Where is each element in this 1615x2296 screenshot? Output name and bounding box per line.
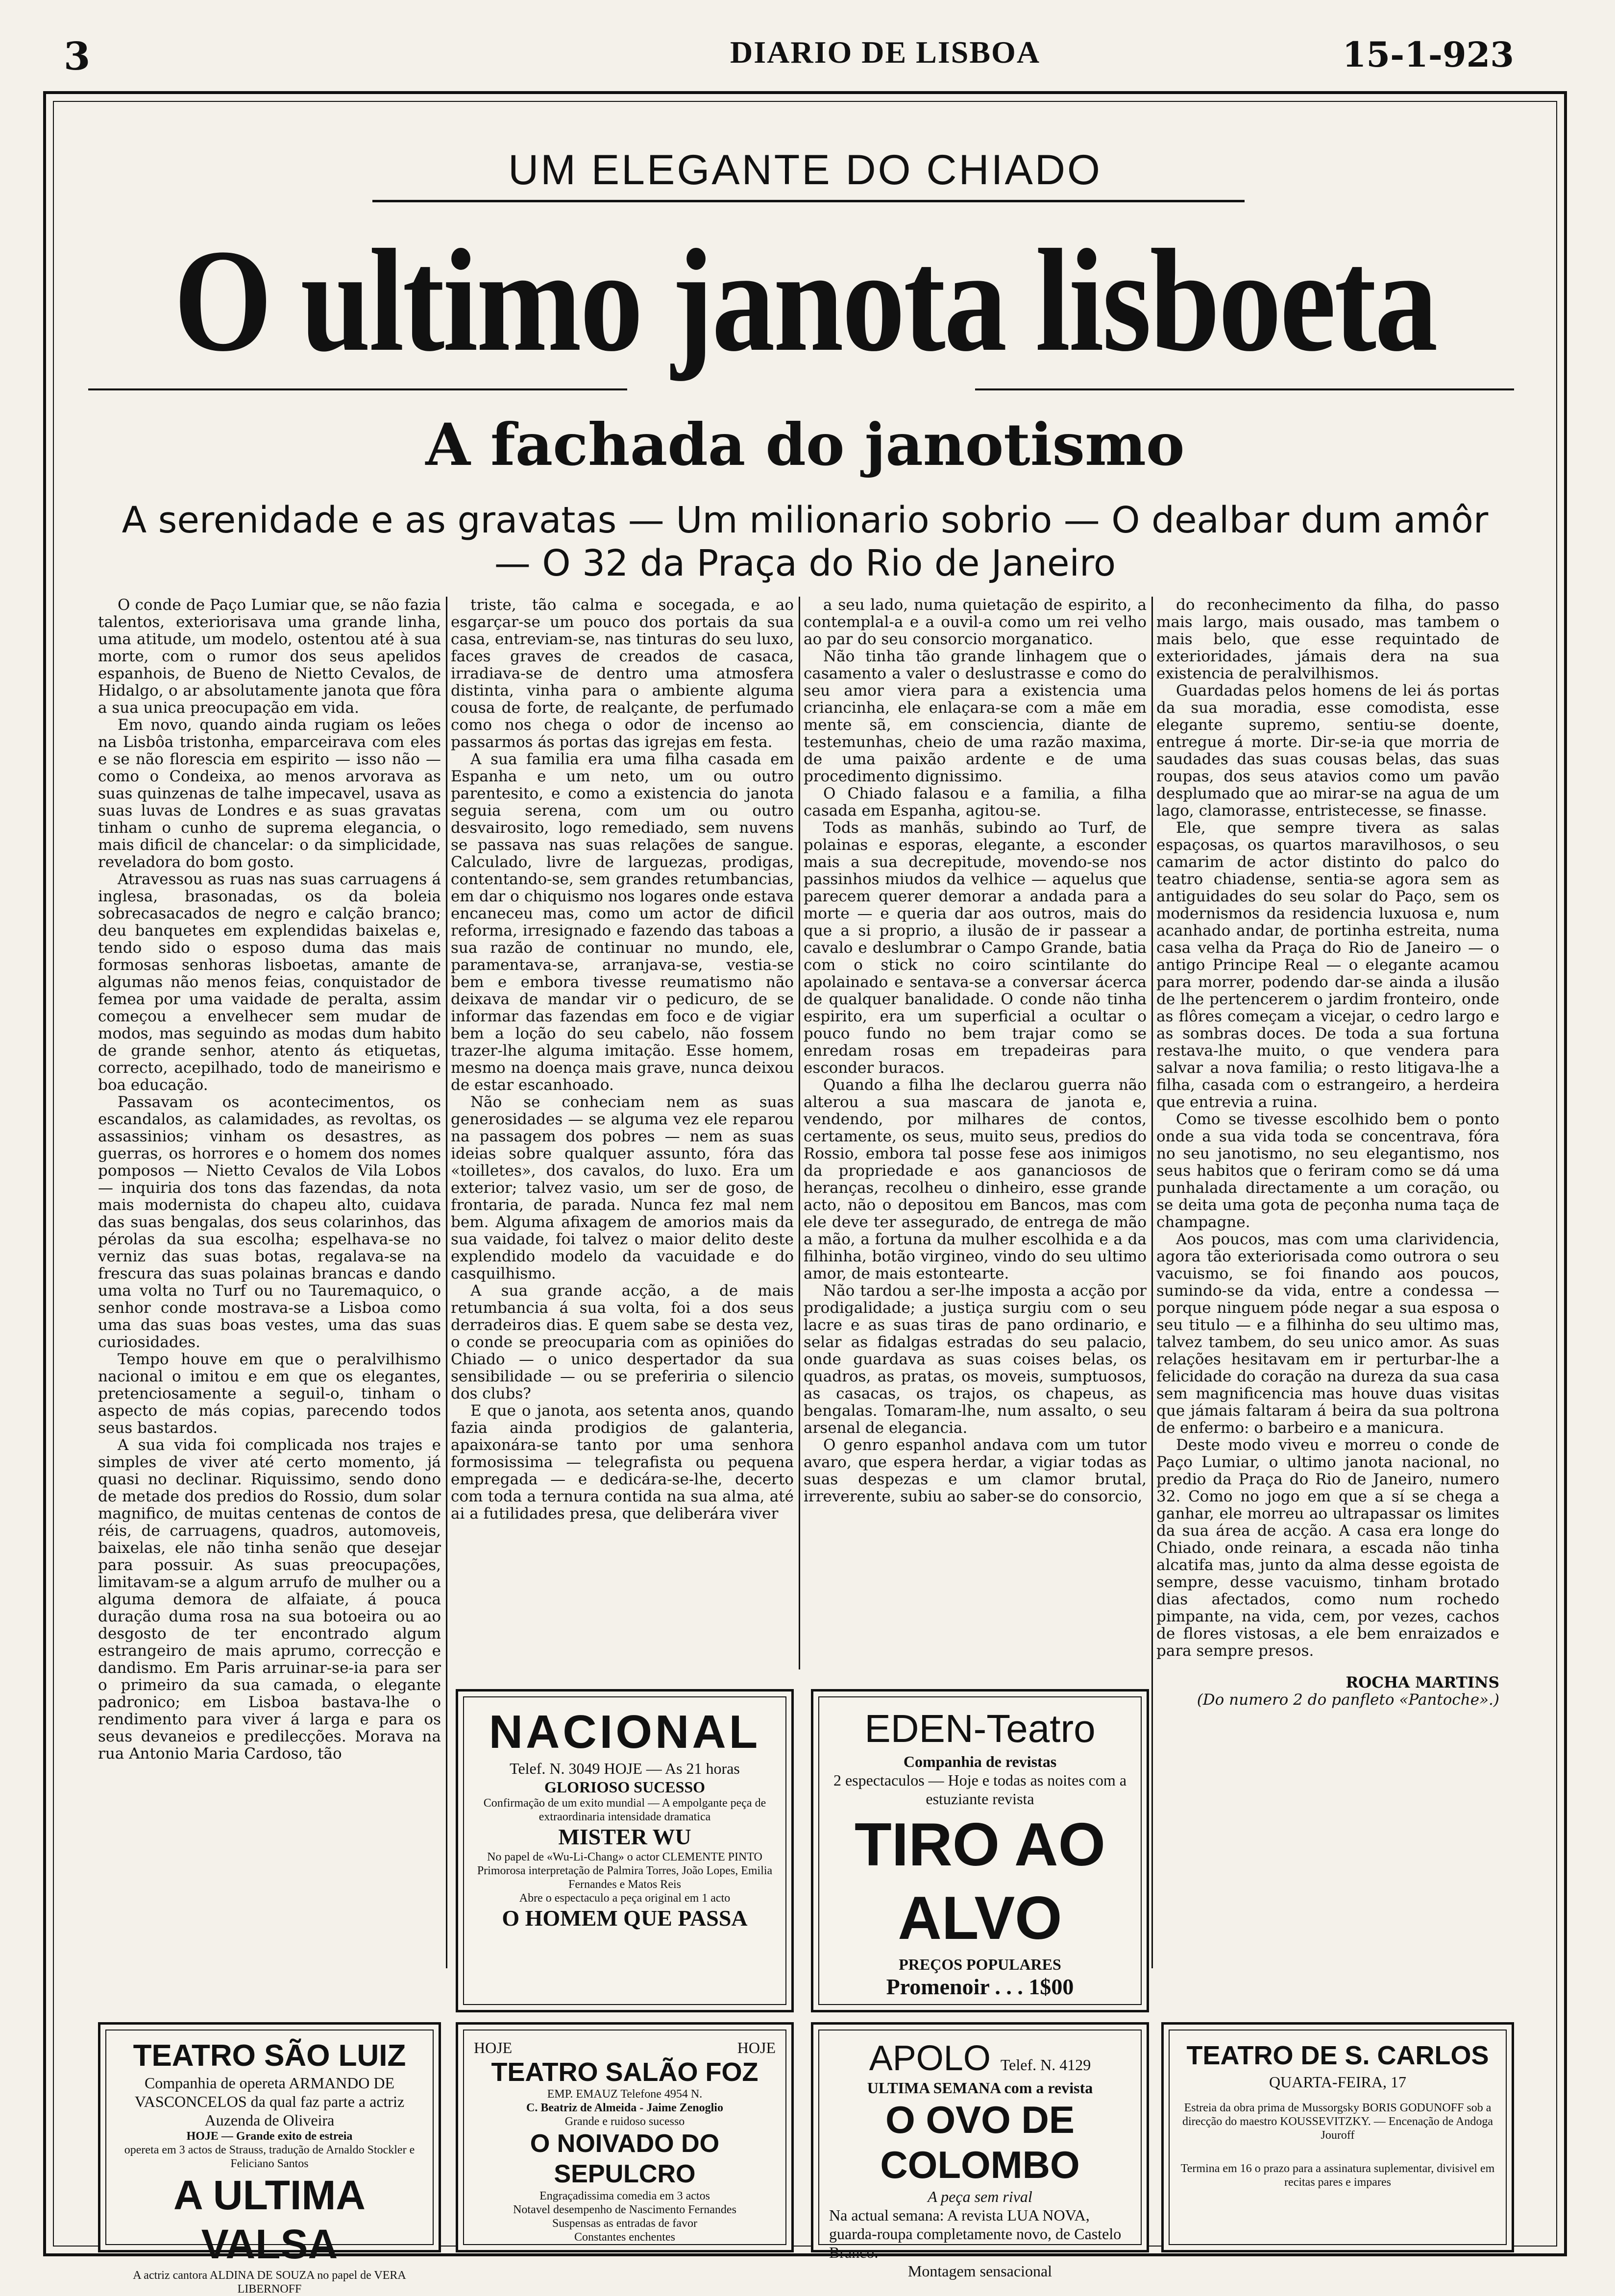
paragraph: Guardadas pelos homens de lei ás portas da sua moradia, esse comodista, esse elegante supremo, sentiu-se doente, entregue á morte. Dir-se-ia que morria de saudades das suas cousas belas, das suas roupas, dos seus atavios como um pavão desplumado que ao mirar-se na agua de um lago, clamorasse, entristecesse, se finasse. <box>1156 682 1499 820</box>
article-column-4 <box>1156 597 1499 1968</box>
issue-date: 15-1-923 <box>1342 34 1514 75</box>
paragraph: Deste modo viveu e morreu o conde de Paço Lumiar, o ultimo janota nacional, no predio da Praça do Rio de Janeiro, numero 32. Como no jogo em que a sí se chega a ganhar, ele morreu ao ultrapassar os limites da sua área de acção. A casa era longe do Chiado, onde reinara, a escada não tinha alcatifa mas, junto da alma desse egoista de sempre, desse vacuismo, tinham brotado dias afectados, como num rochedo pimpante, na vida, cem, por vezes, cachos de flores vistosas, a ele bem enraizados e para sempre presos. <box>1156 1436 1499 1660</box>
paragraph: Não se conheciam nem as suas generosidades — se alguma vez ele reparou na passagem dos pobres — nem as suas ideias sobre qualquer assunto, fóra das «toilletes», dos cavalos, do luxo. Era um exterior; talvez vasio, um ser de goso, de frontaria, de parada. Nunca fez mal nem bem. Alguma afixagem de amorios mais da sua vaidade, foi talvez o maior delito deste explendido modelo da vacuidade e do casquilhismo. <box>451 1093 794 1282</box>
ad-sao-carlos <box>1161 2022 1514 2252</box>
paragraph: Não tinha tão grande linhagem que o casamento a valer o deslustrasse e como do seu amor viera para a existencia uma criancinha, ele enlaçara-se com a mãe em mente sã, em consciencia, diante de testemunhas, cheio de uma razão maxima, de uma paixão ardente e de uma procedimento dignissimo. <box>804 648 1147 785</box>
kicker-rule <box>372 200 1245 202</box>
ad-line: Notavel desempenho de Nascimento Fernandes <box>513 2203 736 2216</box>
ad-line: 2 espectaculos — Hoje e todas as noites com a estuziante revista <box>833 1771 1127 1808</box>
paragraph: Quando a filha lhe declarou guerra não alterou a sua mascara de janota e, vendendo, por milhares de contos, certamente, os seus, muito seus, predios do Rossio, embora tal posse fese aos inimigos da propriedade e aos gananciosos de heranças, recolheu o dinheiro, esse grande acto, não o depositou em Bancos, mas com ele deve ter assegurado, de entrega de mão a mão, a fortuna da mulher escolhida e a da filhinha, botão virgineo, vindo do seu ultimo amor, de mais estontearte. <box>804 1076 1147 1282</box>
paragraph: E que o janota, aos setenta anos, quando fazia ainda prodigios de galanteria, apaixonára-se tanto por uma senhora formosissima — telegrafista ou pequena empregada — e dedicára-se-lhe, decerto com toda a ternura contida na sua alma, até ai a futilidades presa, que deliberára viver <box>451 1402 794 1523</box>
article-column-2 <box>451 597 794 1669</box>
column-rule <box>799 597 800 1669</box>
ad-title: NACIONAL <box>489 1706 761 1758</box>
ad-nacional <box>456 1689 794 2012</box>
masthead: DIARIO DE LISBOA <box>730 35 1041 70</box>
paragraph: A sua vida foi complicada nos trajes e simples de viver até certo momento, já quasi no declinar. Riquissimo, sendo dono de metade dos predios do Rossio, dum solar magnifico, de muitas centenas de contos de réis, de carruagens, quadros, automoveis, baixelas, ele não tinha senão que desejar para possuir. As suas preocupações, limitavam-se a algum arrufo de mulher ou a alguma demora de alfaiate, á pouca duração duma rosa na sua botoeira ou ao desgosto de ter encontrado algum estrangeiro de mais aprumo, correcção e dandismo. Em Paris arruinar-se-ia para ser o primeiro da sua camada, o elegante padronico; em Lisboa bastava-lhe o rendimento para viver á larga e para os seus devaneios e predilecções. Morava na rua Antonio Maria Cardoso, tão <box>98 1436 441 1763</box>
ad-salao-foz <box>456 2022 794 2252</box>
ad-line: GLORIOSO SUCESSO <box>544 1778 706 1796</box>
subhead: A fachada do janotismo <box>425 411 1185 479</box>
paragraph: triste, tão calma e socegada, e ao esgarçar-se um pouco dos portais da sua casa, entreviam-se, nas tinturas do seu luxo, faces graves de creados de casaca, irradiava-se de dentro uma atmosfera distinta, vinha para o ambiente alguma cousa de forte, de realçante, de perfumado como nos chega o odor de incenso ao passarmos ás portas das igrejas em festa. <box>451 596 794 751</box>
ad-title: APOLO <box>869 2039 991 2078</box>
ad-line: PREÇOS POPULARES <box>899 1956 1061 1973</box>
paragraph: Atravessou as ruas nas suas carruagens á inglesa, brasonadas, os da boleia sobrecasacados de negro e calção branco; deu banquetes em explendidas baixelas e, tendo sido o esposo duma das mais formosas senhoras lisboetas, amante de algumas não menos feias, conquistador de femea por uma vaidade de peralta, assim começou a envelhecer sem mudar de modos, mas seguindo as modas dum habito de grande senhor, atento ás etiquetas, correcto, acepilhado, todo de maneirismo e boa educação. <box>98 870 441 1094</box>
article-column-1 <box>98 597 441 1968</box>
ad-line: Termina em 16 o prazo para a assinatura suplementar, divisivel em recitas pares e impares <box>1180 2162 1495 2189</box>
ad-line: Telef. N. 4129 <box>1000 2056 1091 2074</box>
ad-line: Montagem sensacional <box>907 2262 1052 2280</box>
paragraph: O conde de Paço Lumiar que, se não fazia talentos, exteriorisava uma grande linha, uma atitude, um modelo, ostentou até à sua morte, com o rumor dos seus apelidos espanhois, de Bueno de Nietto Cevalos, de Hidalgo, o ar absolutamente janota que fôra a sua unica preocupação em vida. <box>98 596 441 717</box>
ad-line: Companhia de opereta ARMANDO DE VASCONCELOS da qual faz parte a actriz Auzenda de Oliveira <box>134 2074 405 2129</box>
ad-line: O HOMEM QUE PASSA <box>502 1906 748 1931</box>
ad-line: ULTIMA SEMANA com a revista <box>867 2079 1093 2097</box>
ad-title: TEATRO SÃO LUIZ <box>133 2039 406 2073</box>
ad-title: TEATRO SALÃO FOZ <box>491 2057 759 2087</box>
paragraph: Tods as manhãs, subindo ao Turf, de polainas e esporas, elegante, a esconder mais a sua decrepitude, movendo-se nos passinhos miudos da velhice — aquelus que parecem querer demorar a andada para a morte — e queria dar aos outros, mais do que a si proprio, a ilusão de ir passear a cavalo e deslumbrar o Campo Grande, batia com o stick no coiro scintilante do apolainado e sentava-se a conversar ácerca de qualquer banalidade. O conde não tinha espirito, era um superficial a ocultar o pouco fundo no bem trajar como se enredam rosas em trepadeiras para esconder buracos. <box>804 819 1147 1077</box>
paragraph: A sua grande acção, a de mais retumbancia á sua volta, foi a dos seus derradeiros dias. E quem sabe se desta vez, o conde se preocuparia com as opiniões do Chiado — o unico despertador da sua sensibilidade — ou se preferiria o silencio dos clubs? <box>451 1282 794 1402</box>
ad-line: HOJE <box>737 2039 776 2056</box>
ad-show-title: A ULTIMA VALSA <box>173 2172 366 2267</box>
ad-show-title: TIRO AO ALVO <box>854 1811 1106 1952</box>
source-note: (Do numero 2 do panfleto «Pantoche».) <box>1197 1691 1499 1709</box>
page-frame <box>43 91 1567 2296</box>
ad-line: A actriz cantora ALDINA DE SOUZA no papel de VERA LIBERNOFF <box>133 2269 406 2296</box>
page-header <box>64 34 1514 78</box>
ad-apolo <box>811 2022 1149 2280</box>
paragraph: do reconhecimento da filha, do passo mais largo, mais ousado, mas tambem o mais belo, que esse requintado de exterioridades, jámais dera na sua existencia de peralvilhismos. <box>1156 596 1499 682</box>
paragraph: Tempo houve em que o peralvilhismo nacional o imitou e em que os elegantes, pretenciosamente a seguil-o, tinham o aspecto de más copias, parecendo todos seus bastardos. <box>98 1351 441 1437</box>
ad-title: EDEN-Teatro <box>864 1707 1096 1750</box>
paragraph: Não tardou a ser-lhe imposta a acção por prodigalidade; a justiça surgiu com o seu lacre e as suas tiras de pano ordinario, e selar as fidalgas estradas do seu palacio, onde guardava as suas coises belas, os quadros, as pratas, os moveis, sumptuosos, as casacas, os trajos, os chapeus, as bengalas. Tomaram-lhe, num assalto, o seu arsenal de elegancia. <box>804 1282 1147 1437</box>
ad-line: Abre o espectaculo a peça original em 1 acto <box>519 1892 731 1905</box>
headline-rule-left <box>88 388 627 390</box>
ad-apolo-head <box>829 2038 1131 2078</box>
article-column-3 <box>804 597 1147 1669</box>
column-rule <box>1151 597 1153 1968</box>
ad-line: Suspensas as entradas de favor <box>552 2217 697 2230</box>
ad-line: EMP. EMAUZ Telefone 4954 N. <box>547 2088 703 2101</box>
kicker: UM ELEGANTE DO CHIADO <box>508 146 1102 193</box>
ad-line: MISTER WU <box>558 1824 691 1849</box>
ad-line: Constantes enchentes <box>574 2231 675 2244</box>
ad-hoje-row <box>474 2038 776 2057</box>
headline-rule-right <box>975 388 1514 390</box>
frame-inner <box>53 101 1557 2296</box>
page-number: 3 <box>64 34 91 79</box>
ad-eden <box>811 1689 1149 2012</box>
paragraph: O Chiado falasou e a familia, a filha casada em Espanha, agitou-se. <box>804 785 1147 820</box>
ad-line: Estreia da obra prima de Mussorgsky BORIS GODUNOFF sob a direcção do maestro KOUSSEVITZKY. — Encenação de Andoga Jouroff <box>1182 2102 1493 2142</box>
paragraph: a seu lado, numa quietação de espirito, a contemplal-a e a ouvil-a como um rei velho ao par do seu consorcio morganatico. <box>804 596 1147 648</box>
ad-line: No papel de «Wu-Li-Chang» o actor CLEMENTE PINTO <box>487 1851 762 1863</box>
ad-line: Engraçadissima comedia em 3 actos <box>539 2190 710 2202</box>
paragraph: Aos poucos, mas com uma clarividencia, agora tão exteriorisada como outrora o seu vacuismo, se foi finando aos poucos, sumindo-se da vida, entre a condessa — porque ninguem póde negar a sua esposa o seu titulo — e a filhinha do seu ultimo mas, talvez tambem, do seu unico amor. As suas relações hesitavam em ir perturbar-lhe a felicidade do coração na dureza da sua casa sem magnificencia mas houve duas visitas que jámais faltaram á beira da sua poltrona de enfermo: o barbeiro e a manicura. <box>1156 1231 1499 1437</box>
ad-line: Na actual semana: A revista LUA NOVA, guarda-roupa completamente novo, de Castelo Branco. <box>829 2206 1122 2261</box>
ad-show-title: O NOIVADO DO SEPULCRO <box>530 2129 720 2188</box>
column-rule <box>446 597 447 1968</box>
ad-line: Companhia de revistas <box>903 1753 1057 1770</box>
ad-line: QUARTA-FEIRA, 17 <box>1269 2073 1406 2091</box>
paragraph: Passavam os acontecimentos, os escandalos, as calamidades, as revoltas, os assassinios; vinham os desastres, as guerras, os horrores e o homem dos nomes pomposos — Nietto Cevalos de Vila Lobos — inquiria dos tons das fazendas, da nota mais modernista do chapeu alto, cuidava das suas bengalas, dos seus colarinhos, das pérolas da sua escolha; espelhava-se no verniz das suas botas, regalava-se na frescura das suas polainas brancas e dando uma volta no Turf ou no Tauremaquico, o senhor conde mostrava-se a Lisboa como uma das suas boas vestes, uma das suas curiosidades. <box>98 1093 441 1351</box>
author-signature: ROCHA MARTINS <box>1346 1674 1499 1692</box>
ad-line: HOJE <box>474 2039 513 2056</box>
ad-line: A peça sem rival <box>928 2188 1032 2205</box>
ad-title: TEATRO DE S. CARLOS <box>1186 2041 1489 2070</box>
paragraph: A sua familia era uma filha casada em Espanha e um neto, um ou outro parentesito, e como a existencia do janota seguia serena, com um ou outro desvairosito, logo remediado, sem nuvens se passava nas suas relações de sangue. Calculado, livre de larguezas, prodigas, contentando-se, sem grandes retumbancias, em dar o chiquismo nos logares onde estava encaneceu mas, como um actor de dificil reforma, irresignado e fazendo das taboas a sua razão de continuar no mundo, ele, paramentava-se, arranjava-se, vestia-se bem e embora tivesse reumatismo não deixava de mandar vir o pedicuro, de se informar das fazendas em foco e de vigiar bem a loção do seu cabelo, não fossem trazer-lhe alguma imitação. Esse homem, mesmo na doença mais grave, nunca deixou de estar escanhoado. <box>451 750 794 1094</box>
ad-line: HOJE — Grande exito de estreia <box>186 2130 353 2143</box>
ad-line: C. Beatriz de Almeida - Jaime Zenoglio <box>526 2102 723 2114</box>
paragraph: Em novo, quando ainda rugiam os leões na Lisbôa tristonha, emparceirava com eles e se não florescia em espirito — isso não — como o Condeixa, ao menos arvorava as suas quinzenas de talhe impecavel, usava as suas luvas de Londres e as suas gravatas tinham o cunho de suprema elegancia, o mais dificil de chancelar: o da simplicidade, reveladora do bom gosto. <box>98 716 441 871</box>
ad-show-title: O OVO DE COLOMBO <box>880 2098 1080 2186</box>
paragraph: O genro espanhol andava com um tutor avaro, que espera herdar, a vigiar todas as suas despezas e um clamor brutal, irreverente, subiu ao saber-se do consorcio, <box>804 1436 1147 1505</box>
paragraph: Ele, que sempre tivera as salas espaçosas, os quartos maravilhosos, o seu camarim de actor distinto do palco do teatro chiadense, sentia-se agora sem as antiguidades do seu solar do Paço, sem os modernismos da residencia luxuosa e, num acanhado andar, de portinha estreita, numa casa velha da Praça do Rio de Janeiro — o antigo Principe Real — o elegante acamou para morrer, podendo dar-se ainda a ilusão de lhe pertencerem o jardim fronteiro, onde as flôres começam a vicejar, o cedro largo e as sombras doces. De toda a sua fortuna restava-lhe muito, o que vendera para salvar a nova familia; o resto litigava-lhe a filha, casada com o estrangeiro, a herdeira que entrevia a ruina. <box>1156 819 1499 1111</box>
headline: O ultimo janota lisboeta <box>173 219 1437 382</box>
deck: A serenidade e as gravatas — Um milionario sobrio — O dealbar dum amôr — O 32 da Praça do Rio de Janeiro <box>122 499 1489 584</box>
ad-sao-luiz <box>98 2022 441 2296</box>
ad-line: Promenoir . . . 1$00 <box>886 1974 1074 1999</box>
ad-line: Telef. N. 3049 HOJE — As 21 horas <box>510 1760 740 1777</box>
ad-line: opereta em 3 actos de Strauss, tradução de Arnaldo Stockler e Feliciano Santos <box>124 2144 415 2170</box>
ad-line: Grande e ruidoso sucesso <box>564 2115 685 2128</box>
ad-line: Confirmação de um exito mundial — A empolgante peça de extraordinaria intensidade dramatica <box>483 1797 766 1823</box>
ad-line: Primorosa interpretação de Palmira Torres, João Lopes, Emilia Fernandes e Matos Reis <box>477 1864 773 1891</box>
paragraph: Como se tivesse escolhido bem o ponto onde a sua vida toda se concentrava, fóra no seu janotismo, no seu elegantismo, nos seus habitos que o feriram como se dá uma punhalada directamente a um coração, ou se deita uma gota de peçonha numa taça de champagne. <box>1156 1111 1499 1231</box>
